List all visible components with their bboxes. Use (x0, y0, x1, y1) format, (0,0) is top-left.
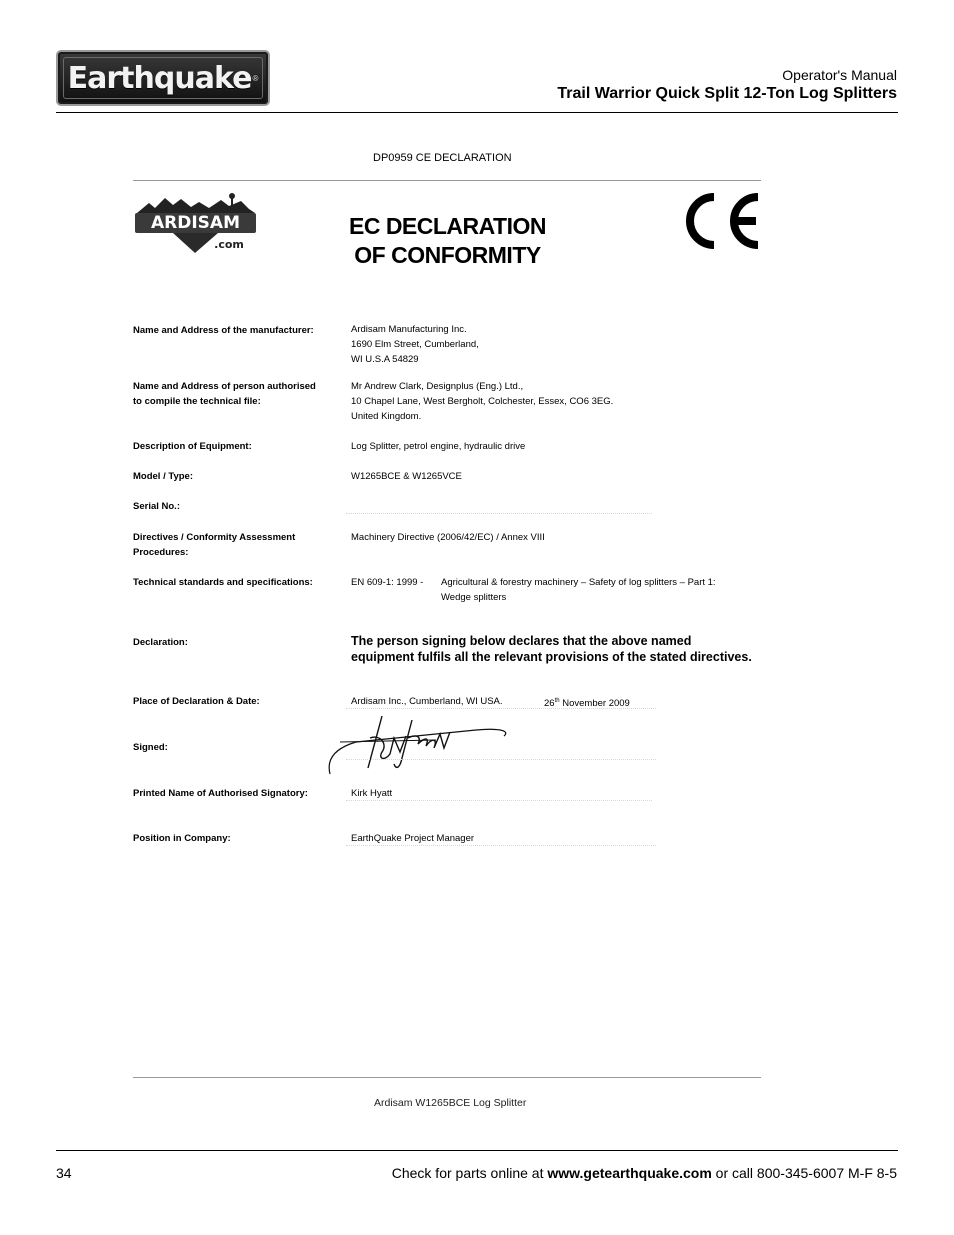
standards-label: Technical standards and specifications: (133, 577, 313, 588)
directives-label-line: Directives / Conformity Assessment (133, 532, 296, 543)
declaration-label: Declaration: (133, 637, 188, 648)
manufacturer-label: Name and Address of the manufacturer: (133, 325, 314, 336)
position-value: EarthQuake Project Manager (351, 833, 475, 844)
footer-text (392, 1165, 897, 1181)
footer-url-link[interactable]: www.getearthquake.com (547, 1165, 712, 1181)
signed-label: Signed: (133, 742, 168, 753)
top-divider (133, 180, 761, 181)
signature-fill-line (346, 759, 656, 760)
standards-description-line: Wedge splitters (441, 592, 507, 603)
date-day: 26 (544, 698, 555, 710)
description-label: Description of Equipment: (133, 441, 252, 452)
directives-value: Machinery Directive (2006/42/EC) / Annex VIII (351, 532, 545, 543)
tech-file-value (351, 379, 613, 424)
manual-subtitle: Operator's Manual (782, 67, 897, 83)
ardisam-logo (133, 193, 258, 255)
ardisam-logo-name: ARDISAM (150, 213, 241, 233)
printed-name-fill-line (346, 800, 652, 801)
directives-label-line: Procedures: (133, 547, 189, 558)
tech-file-line: United Kingdom. (351, 411, 422, 422)
printed-name-label: Printed Name of Authorised Signatory: (133, 788, 308, 799)
declaration-line: The person signing below declares that the above named (351, 634, 692, 648)
manufacturer-line: Ardisam Manufacturing Inc. (351, 324, 467, 335)
footer-text-after: or call 800-345-6007 M-F 8-5 (711, 1165, 897, 1181)
model-value: W1265BCE & W1265VCE (351, 471, 462, 482)
position-fill-line (346, 845, 656, 846)
declaration-title (320, 212, 575, 270)
standards-description-line: Agricultural & forestry machinery – Safety of log splitters – Part 1: (441, 577, 716, 588)
tech-file-line: 10 Chapel Lane, West Bergholt, Colchester, Essex, CO6 3EG. (351, 396, 614, 407)
manufacturer-line: 1690 Elm Street, Cumberland, (351, 339, 479, 350)
page-number: 34 (56, 1165, 72, 1181)
ardisam-logo-suffix: .com (214, 238, 244, 251)
header-rule (56, 112, 898, 113)
declaration-title-line1: EC DECLARATION (348, 213, 546, 239)
serial-label: Serial No.: (133, 501, 180, 512)
manufacturer-value (351, 322, 479, 367)
serial-fill-line (346, 513, 652, 514)
model-label: Model / Type: (133, 471, 193, 482)
position-label: Position in Company: (133, 833, 231, 844)
bottom-divider (133, 1077, 761, 1078)
earthquake-logo (56, 50, 270, 106)
declaration-statement (351, 633, 752, 665)
manual-title: Trail Warrior Quick Split 12-Ton Log Splitters (557, 85, 897, 102)
tech-file-label (133, 379, 333, 409)
place-date-label: Place of Declaration & Date: (133, 696, 260, 707)
document-caption: Ardisam W1265BCE Log Splitter (374, 1097, 527, 1109)
footer-text-before: Check for parts online at (391, 1165, 548, 1181)
directives-label (133, 530, 333, 560)
logo-text: Earthquake (67, 60, 252, 96)
description-value: Log Splitter, petrol engine, hydraulic drive (351, 441, 526, 452)
date-month-year: November 2009 (559, 698, 630, 710)
date-day-suffix: th (554, 698, 560, 704)
standards-code: EN 609-1: 1999 - (351, 577, 424, 588)
document-id: DP0959 CE DECLARATION (373, 152, 512, 164)
declaration-title-line2: OF CONFORMITY (354, 242, 541, 268)
tech-file-line: Mr Andrew Clark, Designplus (Eng.) Ltd., (351, 381, 524, 392)
place-value: Ardisam Inc., Cumberland, WI USA. (351, 696, 503, 707)
logo-registered-mark: ® (252, 73, 259, 83)
footer-rule (56, 1150, 898, 1151)
tech-file-label-line: Name and Address of person authorised (133, 381, 316, 392)
ce-mark-icon (678, 191, 762, 251)
standards-description (441, 575, 716, 605)
handwritten-signature (326, 708, 516, 780)
tech-file-label-line: to compile the technical file: (133, 396, 261, 407)
manufacturer-line: WI U.S.A 54829 (351, 354, 419, 365)
declaration-line: equipment fulfils all the relevant provisions of the stated directives. (351, 650, 752, 664)
printed-name-value: Kirk Hyatt (351, 788, 393, 799)
